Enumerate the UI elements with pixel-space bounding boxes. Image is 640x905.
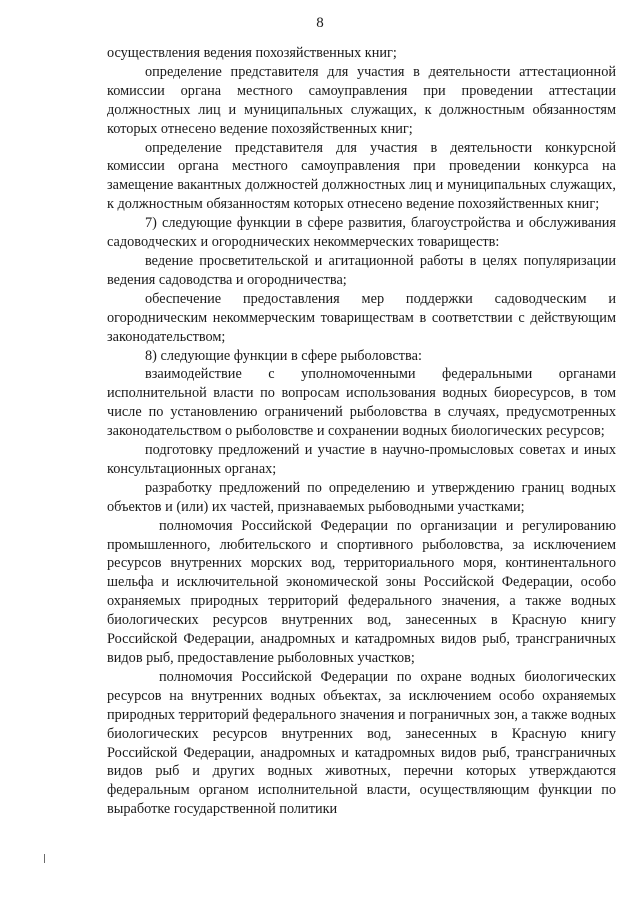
scan-mark — [44, 854, 45, 863]
paragraph-continuation: осуществления ведения похозяйственных книг; — [107, 45, 397, 61]
paragraph: обеспечение предоставления мер поддержки садоводческим и огородническим некоммерческим товариществам в соответствии с действующим законодательством; — [107, 290, 616, 345]
paragraph: взаимодействие с уполномоченными федеральными органами исполнительной власти по вопросам использования водных биоресурсов, в том числе по установлению ограничений рыболовства в случаях, предусмотренных законодательством о рыболовстве и сохранении водных биологических ресурсов; — [107, 366, 616, 440]
paragraph: полномочия Российской Федерации по охране водных биологических ресурсов на внутренних водных объектах, за исключением особо охраняемых природных территорий федерального значения и пограничных зон, а также водных биологических ресурсов внутренних вод, занесенных в Красную книгу Российской Федерации, анадромных и катадромных видов рыб, трансграничных видов рыб и других водных животных, перечни которых утверждаются федеральным органом исполнительной власти, осуществляющим функции по выработке государственной политики — [107, 668, 616, 818]
paragraph: ведение просветительской и агитационной работы в целях популяризации ведения садоводства и огородничества; — [107, 252, 616, 288]
document-body — [107, 44, 616, 819]
paragraph: определение представителя для участия в деятельности конкурсной комиссии органа местного самоуправления при проведении конкурса на замещение вакантных должностей должностных лиц и муниципальных служащих, к должностным обязанностям которых отнесено ведение похозяйственных книг; — [107, 139, 616, 213]
paragraph: подготовку предложений и участие в научно-промысловых советах и иных консультационных органах; — [107, 442, 616, 477]
paragraph: 8) следующие функции в сфере рыболовства: — [145, 347, 422, 364]
paragraph: полномочия Российской Федерации по организации и регулированию промышленного, любительского и спортивного рыболовства, за исключением ресурсов внутренних морских вод, территориального моря, континентального шельфа и исключительной экономической зоны Российской Федерации, особо охраняемых природных территорий федерального значения, а также водных биологических ресурсов внутренних вод, занесенных в Красную книгу Российской Федерации, анадромных и катадромных видов рыб, трансграничных видов рыб, предоставление рыболовных участков; — [107, 517, 616, 666]
paragraph: разработку предложений по определению и утверждению границ водных объектов и (или) их частей, признаваемых рыбоводными участками; — [107, 479, 616, 515]
paragraph: 7) следующие функции в сфере развития, благоустройства и обслуживания садоводческих и огороднических некоммерческих товариществ: — [107, 215, 616, 251]
page-number: 8 — [316, 15, 324, 31]
paragraph: определение представителя для участия в деятельности аттестационной комиссии органа местного самоуправления при проведении аттестации должностных лиц и муниципальных служащих, к должностным обязанностям которых отнесено ведение похозяйственных книг; — [107, 63, 616, 137]
